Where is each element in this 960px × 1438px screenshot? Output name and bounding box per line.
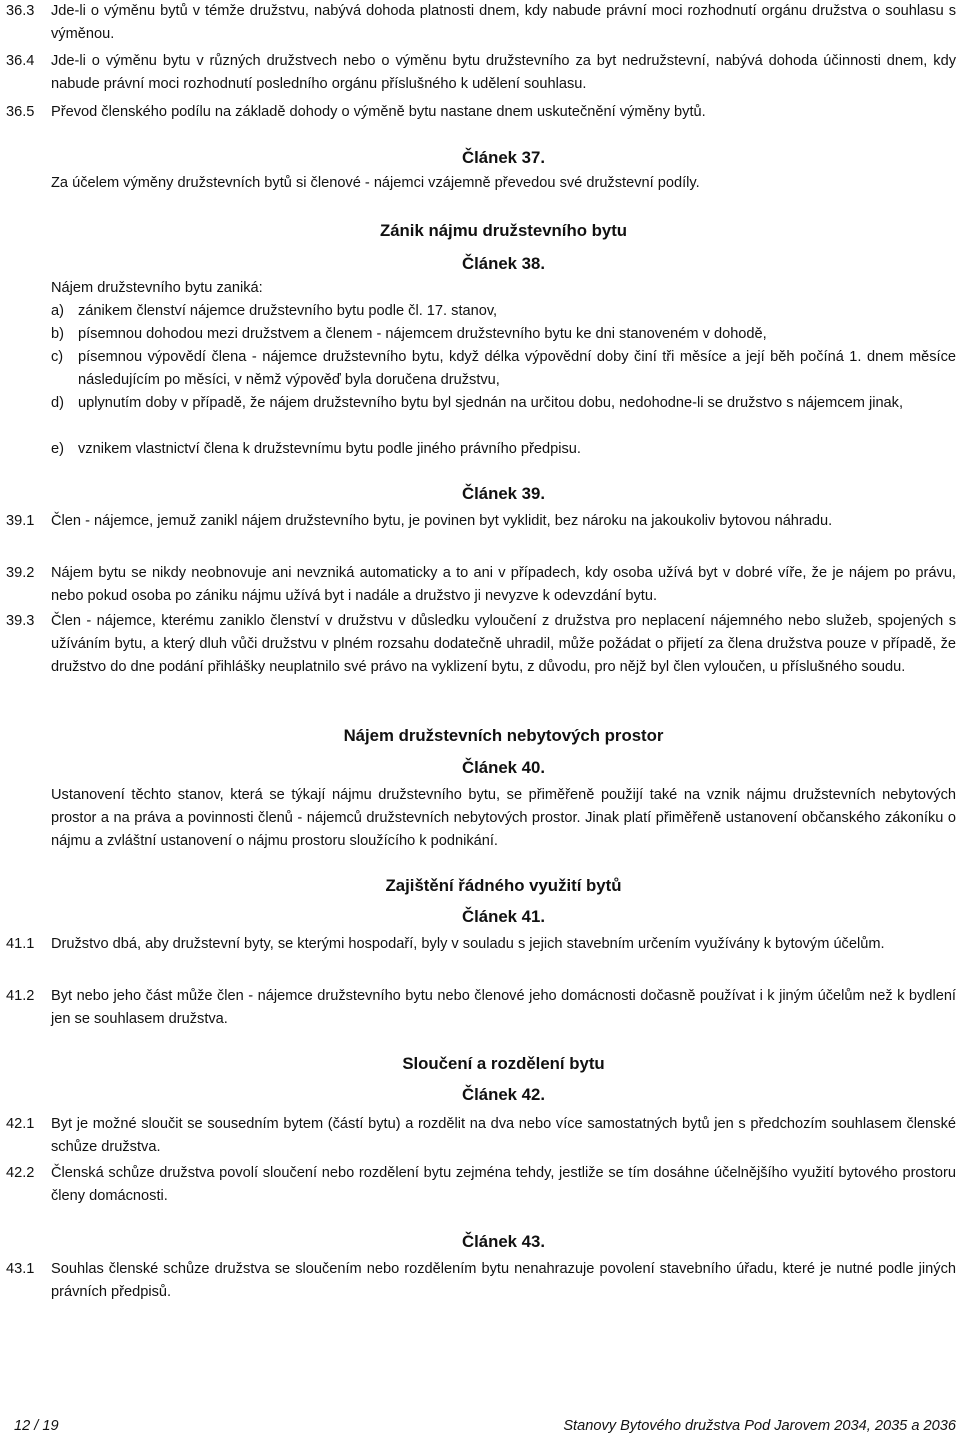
list-item-letter: e) (51, 441, 64, 457)
article-40-text: Ustanovení těchto stanov, která se týkají nájmu družstevního bytu, se přiměřeně použijí také na vznik nájmu družstevních nebytových prostor a na práva a povinnosti členů - nájemců družstevních nebytových prostor. Jinak platí přiměřeně ustanovení občanského zákoníku o nájmu a zvláštní ustanovení o nájmu prostoru sloužícího k podnikání. (51, 787, 956, 850)
list-item-text: písemnou dohodou mezi družstvem a členem - nájemcem družstevního bytu ke dni stanoveném v dohodě, (78, 326, 767, 342)
paragraph-text: Jde-li o výměnu bytů v témže družstvu, nabývá dohoda platnosti dnem, kdy nabude právní moci rozhodnutí orgánu družstva o souhlasu s výměnou. (51, 3, 956, 43)
paragraph-number: 36.4 (6, 53, 35, 69)
paragraph-41-2 (6, 985, 956, 1031)
paragraph-text: Člen - nájemce, jemuž zanikl nájem družstevního bytu, je povinen byt vyklidit, bez nároku na jakoukoliv bytovou náhradu. (51, 513, 833, 529)
paragraph-number: 39.2 (6, 565, 35, 581)
paragraph-41-1 (6, 933, 956, 956)
paragraph-number: 36.3 (6, 3, 35, 19)
list-item-d (51, 392, 956, 415)
list-item-c (51, 346, 956, 392)
paragraph-number: 41.2 (6, 988, 35, 1004)
article-heading-40: Článek 40. (461, 758, 546, 777)
article-heading-43: Článek 43. (461, 1232, 546, 1251)
list-item-text: vznikem vlastnictví člena k družstevnímu bytu podle jiného právního předpisu. (78, 441, 581, 457)
list-item-e (51, 438, 956, 461)
paragraph-36-5 (6, 101, 956, 124)
paragraph-39-2 (6, 562, 956, 608)
paragraph-number: 39.3 (6, 613, 35, 629)
paragraph-text: Převod členského podílu na základě dohody o výměně bytu nastane dnem uskutečnění výměny bytů. (51, 104, 706, 120)
paragraph-text: Jde-li o výměnu bytu v různých družstvech nebo o výměnu bytu družstevního za byt nedružstevní, nabývá dohoda účinnosti dnem, kdy nabude právní moci rozhodnutí posledního orgánu příslušného k udělení souhlasu. (51, 53, 956, 93)
article-heading-37: Článek 37. (461, 148, 546, 167)
section-title-slouceni-rozdeleni: Sloučení a rozdělení bytu (402, 1054, 605, 1073)
page-number: 12 / 19 (14, 1418, 59, 1434)
list-item-a (51, 300, 956, 323)
paragraph-36-4 (6, 50, 956, 96)
paragraph-39-3 (6, 610, 956, 679)
paragraph-number: 41.1 (6, 936, 35, 952)
list-item-letter: a) (51, 303, 64, 319)
paragraph-39-1 (6, 510, 956, 533)
paragraph-number: 39.1 (6, 513, 35, 529)
paragraph-number: 36.5 (6, 104, 35, 120)
article-37-text: Za účelem výměny družstevních bytů si členové - nájemci vzájemně převedou své družstevní podíly. (51, 175, 700, 191)
paragraph-number: 42.2 (6, 1165, 35, 1181)
list-item-letter: c) (51, 349, 64, 365)
paragraph-text: Družstvo dbá, aby družstevní byty, se kterými hospodaří, byly v souladu s jejich stavebním určením využívány k bytovým účelům. (51, 936, 885, 952)
article-heading-38: Článek 38. (461, 254, 546, 273)
article-heading-42: Článek 42. (461, 1085, 546, 1104)
list-item-text: písemnou výpovědí člena - nájemce družstevního bytu, když délka výpovědní doby činí tři měsíce a její běh počíná 1. dnem měsíce následujícím po měsíci, v němž výpověď byla doručena družstvu, (78, 349, 956, 389)
paragraph-text: Nájem bytu se nikdy neobnovuje ani nevzniká automaticky a to ani v případech, kdy osoba užívá byt v dobré víře, že je nájem po právu, nebo pokud osoba po zániku nájmu užívá byt i nadále a družstvo ji nevyzve k odevzdání bytu. (51, 565, 956, 605)
footer-document-title: Stanovy Bytového družstva Pod Jarovem 2034, 2035 a 2036 (563, 1418, 956, 1434)
paragraph-text: Byt nebo jeho část může člen - nájemce družstevního bytu nebo členové jeho domácnosti dočasně používat i k jiným účelům než k bydlení jen se souhlasem družstva. (51, 988, 956, 1028)
article-heading-39: Článek 39. (461, 484, 546, 503)
paragraph-text: Souhlas členské schůze družstva se sloučením nebo rozdělením bytu nenahrazuje povolení stavebního úřadu, které je nutné podle jiných právních předpisů. (51, 1261, 956, 1301)
list-item-letter: d) (51, 395, 64, 411)
list-item-text: zánikem členství nájemce družstevního bytu podle čl. 17. stanov, (78, 303, 498, 319)
paragraph-text: Člen - nájemce, kterému zaniklo členství v družstvu v důsledku vyloučení z družstva pro neplacení nájemného nebo služeb, spojených s užíváním bytu, a který dluh vůči družstvu v plném rozsahu dodatečně uhradil, může požádat o přijetí za člena družstva pouze v případě, že družstvo do dne podání přihlášky neuplatnilo své právo na vyklizení bytu, z důvodu, pro nějž byl člen vyloučen, u příslušného soudu. (51, 613, 956, 676)
paragraph-text: Členská schůze družstva povolí sloučení nebo rozdělení bytu zejména tehdy, jestliže se tím dosáhne účelnějšího využití bytového prostoru členy domácnosti. (51, 1165, 956, 1205)
section-title-zajisteni-vyuziti: Zajištění řádného využití bytů (385, 876, 622, 895)
paragraph-42-2 (6, 1162, 956, 1208)
paragraph-text: Byt je možné sloučit se sousedním bytem (částí bytu) a rozdělit na dva nebo více samostatných bytů jen s předchozím souhlasem členské schůze družstva. (51, 1116, 956, 1156)
list-item-letter: b) (51, 326, 64, 342)
paragraph-number: 42.1 (6, 1116, 35, 1132)
paragraph-42-1 (6, 1113, 956, 1159)
list-item-b (51, 323, 956, 346)
list-item-text: uplynutím doby v případě, že nájem družstevního bytu byl sjednán na určitou dobu, nedohodne-li se družstvo s nájemcem jinak, (78, 395, 904, 411)
paragraph-36-3 (6, 0, 956, 46)
article-heading-41: Článek 41. (461, 907, 546, 926)
section-title-nebytove-prostory: Nájem družstevních nebytových prostor (343, 726, 664, 745)
paragraph-43-1 (6, 1258, 956, 1304)
section-title-zanik-najmu: Zánik nájmu družstevního bytu (379, 221, 628, 240)
paragraph-number: 43.1 (6, 1261, 35, 1277)
article-38-intro: Nájem družstevního bytu zaniká: (51, 280, 263, 296)
